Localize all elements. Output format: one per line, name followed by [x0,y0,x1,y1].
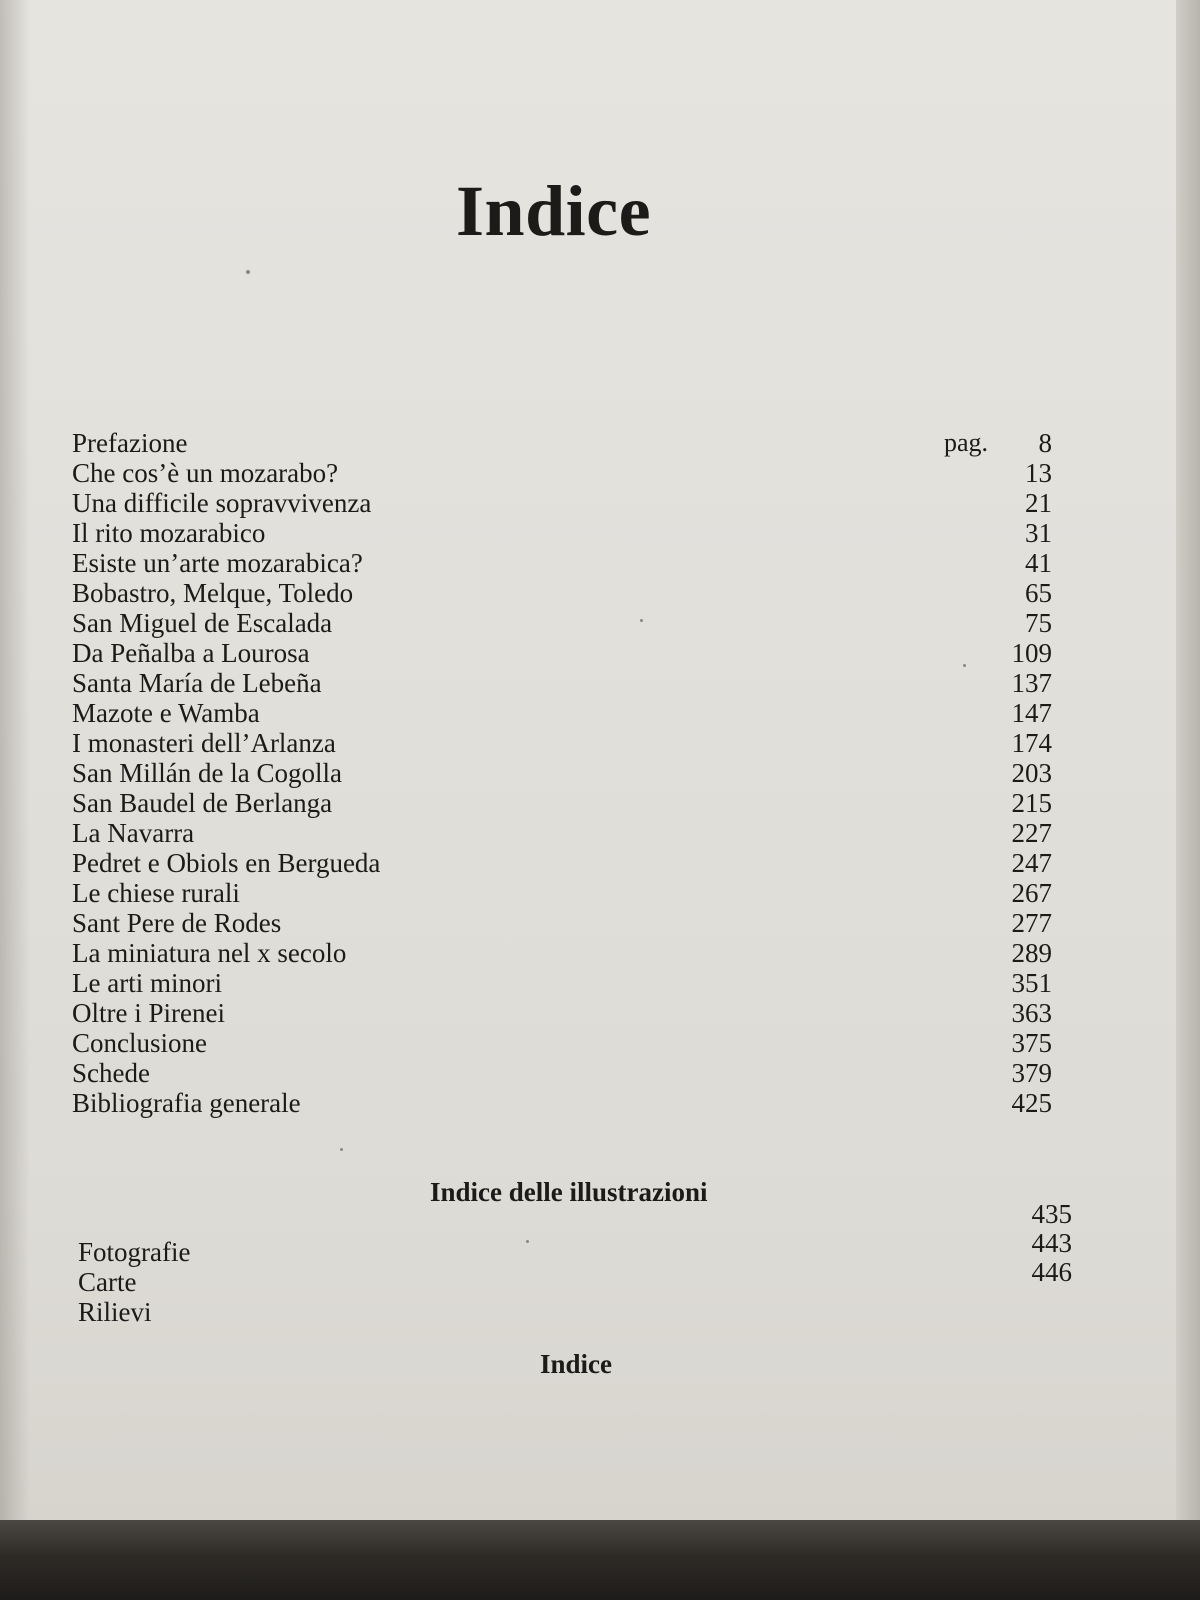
paper-speck [963,664,966,667]
paper-speck [526,1240,529,1243]
toc-entry-title: Prefazione [72,428,188,458]
toc-entry-page: 227 [1011,818,1052,848]
gutter-shadow [0,0,30,1525]
toc-entry [72,428,1052,458]
illustration-entry: Rilievi [78,1297,152,1327]
bottom-shadow [0,1520,1200,1600]
toc-entry-title: Esiste un’arte mozarabica? [72,548,363,578]
toc-entry-title: San Millán de la Cogolla [72,758,342,788]
paper-speck [640,619,643,622]
toc-entry-title: Santa María de Lebeña [72,668,322,698]
toc-entry-page: 267 [1011,878,1052,908]
toc-entry-title: Bobastro, Melque, Toledo [72,578,354,608]
toc-entry-title: San Baudel de Berlanga [72,788,333,818]
toc-entry [72,578,1052,608]
illustration-entry: Fotografie [78,1237,191,1267]
toc-entry-title: La miniatura nel x secolo [72,938,347,968]
toc-entry-page: 41 [1025,548,1052,578]
toc-entry-page: 109 [1011,638,1052,668]
toc-entry-title: Oltre i Pirenei [72,998,225,1028]
toc-entry [72,488,1052,518]
illustrations-list [78,1237,190,1327]
paper-speck [340,1148,343,1151]
table-of-contents [72,428,1052,1118]
toc-entry-page: 137 [1011,668,1052,698]
toc-entry-page: 8 [1038,428,1052,458]
paper-speck [246,270,250,274]
toc-entry [72,818,1052,848]
toc-entry [72,638,1052,668]
toc-entry [72,698,1052,728]
toc-entry [72,938,1052,968]
toc-entry [72,1058,1052,1088]
toc-entry-title: San Miguel de Escalada [72,608,333,638]
toc-entry-title: I monasteri dell’Arlanza [72,728,336,758]
page-title: Indice [456,171,652,251]
toc-entry-title: Il rito mozarabico [72,518,266,548]
illustration-entry: Carte [78,1267,137,1297]
illustrations-heading: Indice delle illustrazioni [430,1177,708,1207]
toc-entry [72,1028,1052,1058]
toc-entry-title: Conclusione [72,1028,207,1058]
toc-entry-page: 75 [1025,608,1052,638]
toc-entry-page: 363 [1011,998,1052,1028]
toc-entry-page: 289 [1011,938,1052,968]
toc-entry-page: 375 [1011,1028,1052,1058]
toc-entry-page: 31 [1025,518,1052,548]
toc-entry-page: 425 [1011,1088,1052,1118]
toc-entry-page: 277 [1011,908,1052,938]
toc-entry [72,878,1052,908]
toc-entry-page: 65 [1025,578,1052,608]
toc-entry [72,458,1052,488]
toc-entry-page: 351 [1011,968,1052,998]
toc-entry-title: Le arti minori [72,968,222,998]
toc-entry [72,758,1052,788]
toc-entry-title: La Navarra [72,818,195,848]
toc-entry-page: 247 [1011,848,1052,878]
toc-entry-page: 21 [1025,488,1052,518]
illustrations-page-numbers [980,1200,1072,1287]
toc-entry-page: 215 [1011,788,1052,818]
toc-entry-page: 203 [1011,758,1052,788]
toc-entry [72,908,1052,938]
toc-entry [72,788,1052,818]
toc-entry [72,998,1052,1028]
toc-entry [72,668,1052,698]
toc-entry-page: 379 [1011,1058,1052,1088]
illustration-page-number: 435 [1031,1199,1072,1229]
toc-entry-page: 13 [1025,458,1052,488]
toc-entry [72,968,1052,998]
illustration-page-number: 446 [1031,1257,1072,1287]
toc-entry [72,1088,1052,1118]
toc-entry [72,548,1052,578]
toc-entry-title: Una difficile sopravvivenza [72,488,372,518]
footer-running-title: Indice [540,1349,613,1379]
toc-entry-page: 147 [1011,698,1052,728]
toc-entry [72,608,1052,638]
toc-entry [72,728,1052,758]
toc-entry-title: Pedret e Obiols en Bergueda [72,848,381,878]
pag-label: pag. [944,428,989,457]
toc-entry [72,848,1052,878]
toc-entry-title: Sant Pere de Rodes [72,908,282,938]
toc-entry-title: Da Peñalba a Lourosa [72,638,310,668]
toc-entry-title: Le chiese rurali [72,878,240,908]
toc-entry-title: Che cos’è un mozarabo? [72,458,339,488]
toc-entry-title: Bibliografia generale [72,1088,301,1118]
illustration-page-number: 443 [1031,1228,1072,1258]
toc-entry [72,518,1052,548]
page-edge [1176,0,1200,1520]
toc-entry-title: Schede [72,1058,150,1088]
toc-entry-page: 174 [1011,728,1052,758]
toc-entry-title: Mazote e Wamba [72,698,260,728]
